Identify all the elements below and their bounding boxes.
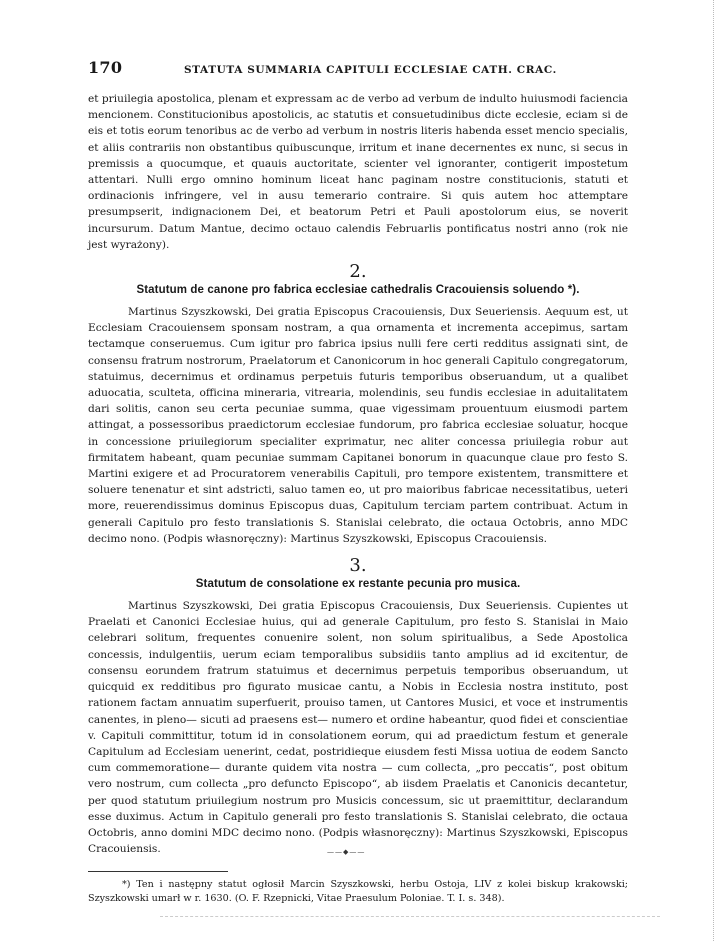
footnote-divider [88,871,228,872]
page-header [88,58,628,77]
section-text-3: Martinus Szyszkowski, Dei gratia Episcopus Cracouiensis, Dux Seueriensis. Cupientes ut Praelati et Canonici Ecclesiae huius, qui ad generale Capitulum, pro festo S. Stanislai in Maio celebrari solitum, frequentes conuenire solent, non solum spiritualibus, a Sede Apostolica concessis, indulgentiis, uerum eciam temporalibus subsidiis tanto amplius ad id excitentur, de consensu eorundem fratrum statuimus et decernimus perpetuis temporibus obseruandum, ut quicquid ex redditibus pro figurato musicae cantu, a Nobis in Ecclesia nostra instituto, post rationem factam annuatim superfuerit, prouiso tamen, ut Cantores Musici, et voce et instrumentis canentes, in pleno— sicuti ad praesens est— numero et ordine habeantur, quod fidei et conscientiae v. Capituli committitur, totum id in consolationem eorum, qui ad praedictum festum et generale Capitulum ad Ecclesiam uenerint, cedat, postridieque eiusdem festi Missa uotiua de eodem Sancto cum commemoratione— durante quidem vita nostra — cum collecta, „pro peccatis“, post obitum vero nostrum, cum collecta „pro defuncto Episcopo“, ab iisdem Praelatis et Canonicis decantetur, per quod statutum priuilegium nostrum pro Musicis concessum, sic ut praemittitur, declarandum esse duximus. Actum in Capitulo generali pro festo translationis S. Stanislai celebrato, die octaua Octobris, anno domini MDC decimo nono. (Podpis własnoręczny): Martinus Szyszkowski, Episcopus Cracouiensis. [88,600,628,856]
page-number: 170 [88,58,123,77]
end-ornament: ——◆—— [327,848,366,856]
intro-paragraph: et priuilegia apostolica, plenam et expressam ac de verbo ad verbum de indulto huiusmodi faciencia mencionem. Constitucionibus apostolicis, ac statutis et consuetudinibus dicte ecclesie, eciam si de eis et totis eorum tenoribus ac de verbo ad verbum in nostris literis habenda esset mencio specialis, et aliis contrariis non obstantibus quibuscunque, irritum et inane decernentes ex nunc, si secus in premissis a quocumque, et quauis auctoritate, scienter vel ignoranter, contigerit impostetum attentari. Nulli ergo omnino hominum liceat hanc paginam nostre constitucionis, statuti et ordinacionis infringere, vel in ausu temerario contraire. Si quis autem hoc attemptare presumpserit, indignacionem Dei, et beatorum Petri et Pauli apostolorum eius, se noverit incursurum. Datum Mantue, decimo octauo calendis Februarlis pontificatus nostri anno (rok nie jest wyrażony). [88,93,628,251]
section-number-2: 2. [349,261,367,283]
running-title: STATUTA SUMMARIA CAPITULI ECCLESIAE CATH. CRAC. [184,64,557,76]
section-title-2: Statutum de canone pro fabrica ecclesiae cathedralis Cracouiensis soluendo *). [136,284,580,297]
page-edge [712,0,714,941]
section-text-2: Martinus Szyszkowski, Dei gratia Episcopus Cracouiensis, Dux Seueriensis. Aequum est, ut Ecclesiam Cracouiensem sponsam nostram, a qua ornamenta et incrementa accepimus, sartam tectamque conseruemus. Cum igitur pro fabrica ipsius nulli fere certi redditus assignati sint, de consensu fratrum nostrorum, Praelatorum et Canonicorum in hoc generali Capitulo congregatorum, statuimus, decernimus et ordinamus perpetuis futuris temporibus obseruandum, ut a qualibet aduocatia, sculteta, officina mineraria, vitrearia, molendinis, seu fundis ecclesiae in aduitalitatem dari solitis, canon seu certa pecuniae summa, quae vigessimam prouentuum eiusmodi partem attingat, a possessoribus praedictorum ecclesiae fundorum, pro fabrica ecclesiae soluatur, hocque in concessione priuilegiorum specialiter exprimatur, nec aliter concessa priuilegia robur aut firmitatem habeant, quam pecuniae summam Capitanei bonorum in quacunque claue pro festo S. Martini exigere et ad Procuratorem venerabilis Capituli, pro tempore existentem, transmittere et soluere tenenatur et sint adstricti, saluo tamen eo, ut pro maioribus fabricae necessitatibus, ueteri more, reuerendissimus dominus Episcopus duas, Capitulum terciam partem contribuat. Actum in generali Capitulo pro festo translationis S. Stanislai celebrato, die octaua Octobris, anno MDC decimo nono. (Podpis własnoręczny): Martinus Szyszkowski, Episcopus Cracouiensis. [88,306,628,545]
bottom-edge [160,916,660,917]
section-number-3: 3. [349,555,367,577]
section-title-3: Statutum de consolatione ex restante pecunia pro musica. [195,578,521,591]
footnote: *) Ten i następny statut ogłosił Marcin Szyszkowski, herbu Ostoja, LIV z kolei biskup krakowski; Szyszkowski umarł w r. 1630. (O. F. Rzepnicki, Vitae Praesulum Poloniae. T. I. s. 348). [88,879,628,905]
page [88,58,628,906]
